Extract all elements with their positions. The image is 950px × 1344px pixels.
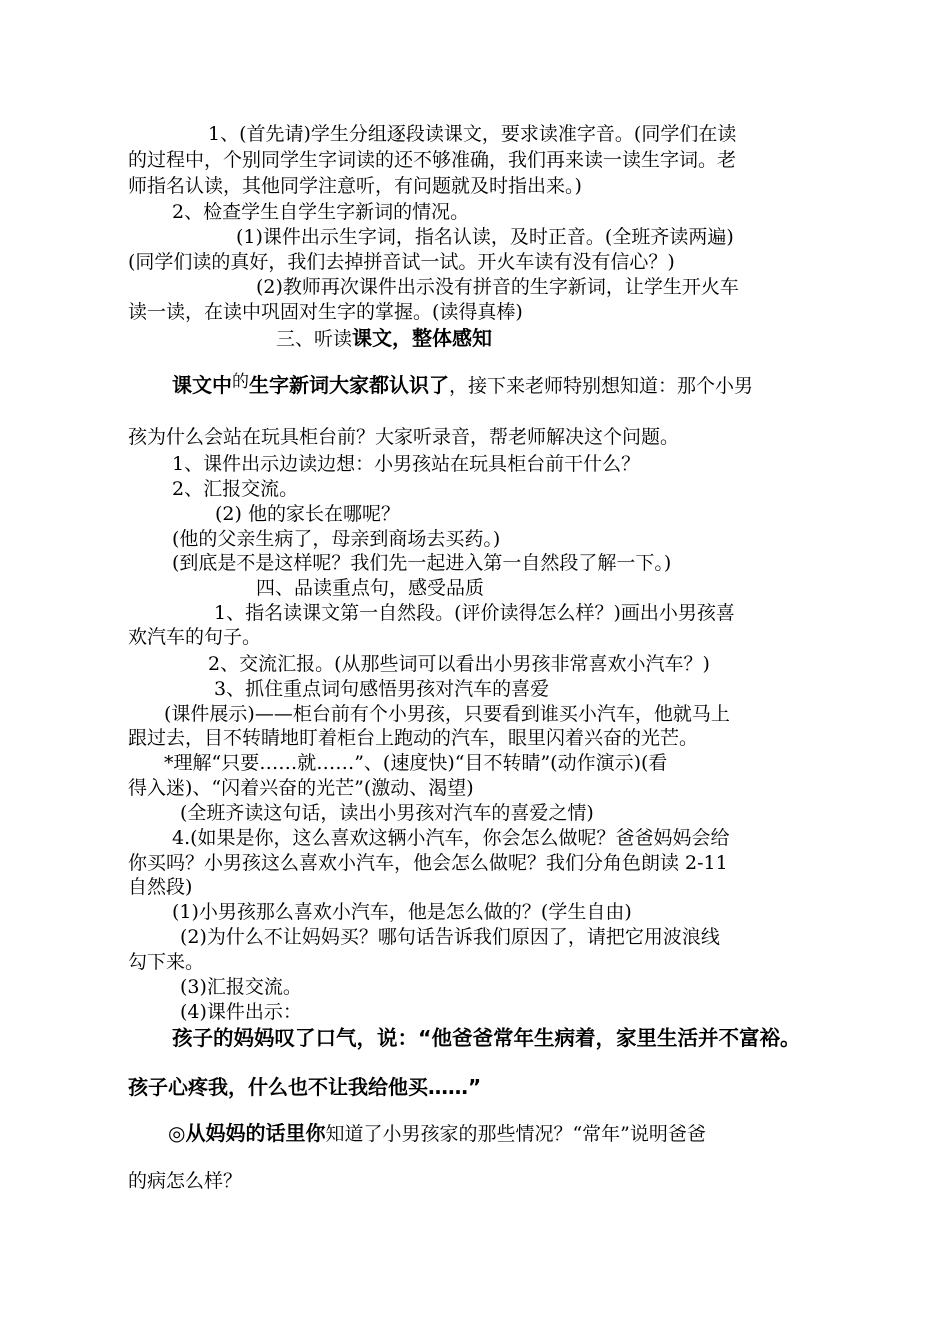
text-line: 2、汇报交流。: [172, 478, 299, 500]
text-line: (4)课件出示：: [180, 1001, 302, 1023]
text-fragment: 知道了小男孩家的那些情况？“常年”说明爸爸: [325, 1123, 706, 1145]
text-line: 4.(如果是你，这么喜欢这辆小汽车，你会怎么做呢？爸爸妈妈会给: [172, 827, 730, 849]
text-line: (他的父亲生病了，母亲到商场去买药。): [172, 528, 501, 550]
section-heading-4: 四、品读重点句，感受品质: [256, 577, 485, 599]
text-line: (课件展示)——柜台前有个小男孩，只要看到谁买小汽车，他就马上: [164, 703, 730, 725]
text-line: 读一读，在读中巩固对生字的掌握。(读得真棒): [128, 301, 523, 323]
bold-fragment: 生字新词大家都认识了: [249, 373, 449, 397]
text-line: 自然段): [128, 876, 193, 898]
text-line: 2、交流汇报。(从那些词可以看出小男孩非常喜欢小汽车？): [208, 653, 710, 675]
text-line: 1、(首先请)学生分组逐段读课文，要求读准字音。(同学们在读: [208, 123, 737, 145]
text-line: 1、课件出示边读边想：小男孩站在玩具柜台前干什么？: [172, 453, 641, 475]
text-line: (2)教师再次课件出示没有拼音的生字新词，让学生开火车: [256, 276, 739, 298]
text-line: 欢汽车的句子。: [128, 626, 262, 648]
text-line: (全班齐读这句话，读出小男孩对汽车的喜爱之情): [180, 802, 594, 824]
text-line: (1)小男孩那么喜欢小汽车，他是怎么做的？(学生自由): [172, 901, 632, 923]
text-line: (2)为什么不让妈妈买？哪句话告诉我们原因了，请把它用波浪线: [180, 926, 720, 948]
bold-fragment: ◎从妈妈的话里你: [168, 1121, 326, 1145]
text-line: (到底是不是这样呢？我们先一起进入第一自然段了解一下。): [172, 552, 672, 574]
text-line: (3)汇报交流。: [180, 976, 302, 998]
text-line: 的过程中，个别同学生字词读的还不够准确，我们再来读一读生字词。老: [128, 149, 737, 171]
text-line: (2) 他的家长在哪呢？: [215, 503, 400, 525]
text-line: (1)课件出示生字词，指名认读，及时正音。(全班齐读两遍): [236, 226, 734, 248]
text-line: 孩为什么会站在玩具柜台前？大家听录音，帮老师解决这个问题。: [128, 426, 680, 448]
heading-part: 三、听读: [276, 328, 353, 350]
text-line: 2、检查学生自学生字新词的情况。: [172, 201, 470, 223]
text-line: 师指名认读，其他同学注意听，有问题就及时指出来。): [128, 175, 582, 197]
text-line: 得入迷)、“闪着兴奋的光芒”(激动、渴望): [128, 777, 474, 799]
text-line: 跟过去，目不转睛地盯着柜台上跑动的汽车，眼里闪着兴奋的光芒。: [128, 727, 699, 749]
quote-line-bold: 孩子的妈妈叹了口气，说：“他爸爸常年生病着，家里生活并不富裕。: [172, 1026, 801, 1050]
text-line: 的病怎么样？: [128, 1170, 243, 1192]
text-fragment: 的: [232, 372, 249, 392]
text-fragment: ，接下来老师特别想知道：那个小男: [449, 375, 754, 397]
text-line: (同学们读的真好，我们去掉拼音试一试。开火车读有没有信心？): [128, 251, 675, 273]
text-line: *理解“只要……就……”、(速度快)“目不转睛”(动作演示)(看: [164, 752, 668, 774]
heading-part-bold: ，整体感知: [392, 326, 493, 350]
text-line-mixed: [168, 1120, 706, 1147]
text-line: 你买吗？小男孩这么喜欢小汽车，他会怎么做呢？我们分角色朗读 2-11: [128, 852, 728, 874]
text-line: 勾下来。: [128, 951, 205, 973]
text-line: 3、抓住重点词句感悟男孩对汽车的喜爱: [214, 678, 550, 700]
section-heading-3: [276, 325, 492, 352]
quote-line-bold: 孩子心疼我，什么也不让我给他买……”: [128, 1075, 482, 1099]
text-line: 1、指名读课文第一自然段。(评价读得怎么样？)画出小男孩喜: [214, 602, 735, 624]
heading-part-bold: 课文: [352, 326, 393, 350]
text-line-mixed: [172, 372, 753, 400]
bold-fragment: 课文中: [172, 373, 232, 397]
